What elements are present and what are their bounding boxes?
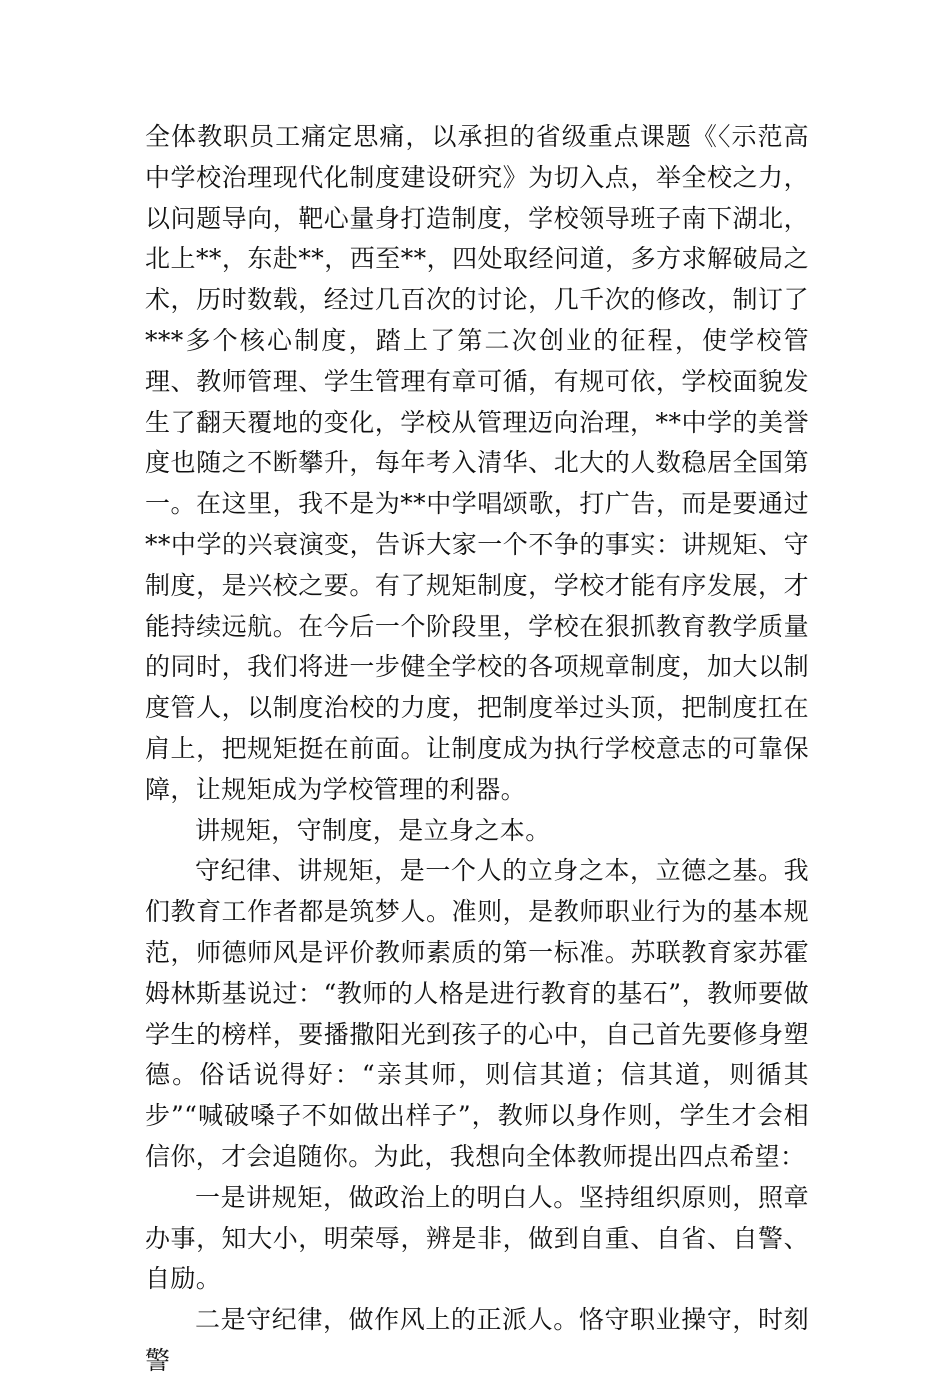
paragraph-5: 二是守纪律，做作风上的正派人。恪守职业操守，时刻警 <box>145 1305 809 1375</box>
paragraph-4: 一是讲规矩，做政治上的明白人。坚持组织原则，照章办事，知大小，明荣辱，辨是非，做到自重、自省、自警、自励。 <box>145 1182 809 1294</box>
paragraph-3: 守纪律、讲规矩，是一个人的立身之本，立德之基。我们教育工作者都是筑梦人。准则，是教师职业行为的基本规范，师德师风是评价教师素质的第一标准。苏联教育家苏霍姆林斯基说过：“教师的人格是进行教育的基石”，教师要做学生的榜样，要播撒阳光到孩子的心中，自己首先要修身塑德。俗话说得好：“亲其师，则信其道；信其道，则循其步”“喊破嗓子不如做出样子”，教师以身作则，学生才会相信你，才会追随你。为此，我想向全体教师提出四点希望： <box>145 856 809 1171</box>
document-body <box>145 117 809 1382</box>
paragraph-1: 全体教职员工痛定思痛，以承担的省级重点课题《〈示范高中学校治理现代化制度建设研究》为切入点，举全校之力，以问题导向，靶心量身打造制度，学校领导班子南下湖北，北上**，东赴**，西至**，四处取经问道，多方求解破局之术，历时数载，经过几百次的讨论，几千次的修改，制订了***多个核心制度，踏上了第二次创业的征程，使学校管理、教师管理、学生管理有章可循，有规可依，学校面貌发生了翻天覆地的变化，学校从管理迈向治理，**中学的美誉度也随之不断攀升，每年考入清华、北大的人数稳居全国第一。在这里，我不是为**中学唱颂歌，打广告，而是要通过**中学的兴衰演变，告诉大家一个不争的事实：讲规矩、守制度，是兴校之要。有了规矩制度，学校才能有序发展，才能持续远航。在今后一个阶段里，学校在狠抓教育教学质量的同时，我们将进一步健全学校的各项规章制度，加大以制度管人，以制度治校的力度，把制度举过头顶，把制度扛在肩上，把规矩挺在前面。让制度成为执行学校意志的可靠保障，让规矩成为学校管理的利器。 <box>145 122 809 804</box>
paragraph-2-heading: 讲规矩，守制度，是立身之本。 <box>195 815 551 845</box>
